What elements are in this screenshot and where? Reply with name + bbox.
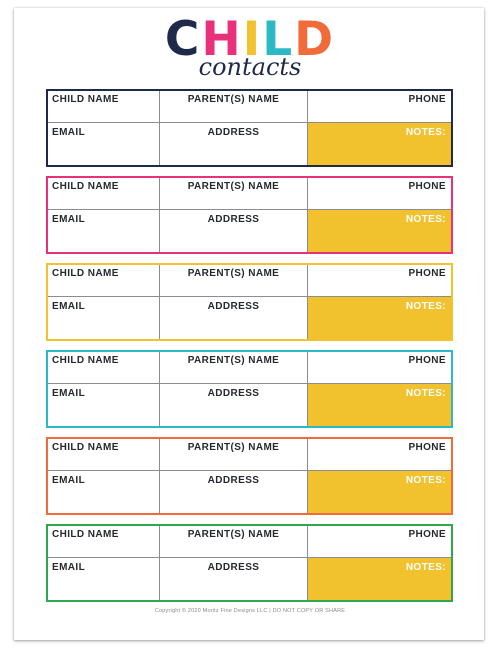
parents-name-field[interactable]: PARENT(S) NAME: [160, 526, 308, 558]
phone-field[interactable]: PHONE: [308, 352, 451, 384]
notes-field[interactable]: NOTES:: [308, 297, 451, 339]
address-field[interactable]: ADDRESS: [160, 558, 308, 600]
parents-name-field[interactable]: PARENT(S) NAME: [160, 265, 308, 297]
contact-card: [46, 437, 453, 515]
child-name-field[interactable]: CHILD NAME: [48, 265, 160, 297]
child-name-field[interactable]: CHILD NAME: [48, 526, 160, 558]
phone-field[interactable]: PHONE: [308, 265, 451, 297]
parents-name-field[interactable]: PARENT(S) NAME: [160, 91, 308, 123]
child-name-field[interactable]: CHILD NAME: [48, 439, 160, 471]
email-field[interactable]: EMAIL: [48, 123, 160, 165]
notes-field[interactable]: NOTES:: [308, 123, 451, 165]
title-subtitle: contacts: [198, 53, 302, 81]
contact-card: [46, 524, 453, 602]
child-name-field[interactable]: CHILD NAME: [48, 91, 160, 123]
notes-field[interactable]: NOTES:: [308, 210, 451, 252]
email-field[interactable]: EMAIL: [48, 471, 160, 513]
notes-field[interactable]: NOTES:: [308, 471, 451, 513]
title-letter-i: I: [242, 12, 263, 67]
parents-name-field[interactable]: PARENT(S) NAME: [160, 178, 308, 210]
notes-field[interactable]: NOTES:: [308, 558, 451, 600]
contact-card: [46, 89, 453, 167]
address-field[interactable]: ADDRESS: [160, 384, 308, 426]
email-field[interactable]: EMAIL: [48, 384, 160, 426]
title-letter-c: C: [164, 12, 202, 67]
copyright-footer: Copyright © 2020 Moritz Fine Designs LLC | DO NOT COPY OR SHARE: [154, 608, 346, 614]
child-name-field[interactable]: CHILD NAME: [48, 178, 160, 210]
parents-name-field[interactable]: PARENT(S) NAME: [160, 439, 308, 471]
phone-field[interactable]: PHONE: [308, 178, 451, 210]
email-field[interactable]: EMAIL: [48, 558, 160, 600]
notes-field[interactable]: NOTES:: [308, 384, 451, 426]
title-letter-l: L: [262, 12, 295, 67]
address-field[interactable]: ADDRESS: [160, 123, 308, 165]
title-letter-h: H: [201, 12, 243, 67]
parents-name-field[interactable]: PARENT(S) NAME: [160, 352, 308, 384]
child-name-field[interactable]: CHILD NAME: [48, 352, 160, 384]
address-field[interactable]: ADDRESS: [160, 297, 308, 339]
email-field[interactable]: EMAIL: [48, 297, 160, 339]
page-title: [0, 12, 500, 81]
contact-card: [46, 176, 453, 254]
phone-field[interactable]: PHONE: [308, 526, 451, 558]
contact-card: [46, 263, 453, 341]
title-letter-d: D: [294, 12, 336, 67]
address-field[interactable]: ADDRESS: [160, 471, 308, 513]
contact-card: [46, 350, 453, 428]
phone-field[interactable]: PHONE: [308, 439, 451, 471]
email-field[interactable]: EMAIL: [48, 210, 160, 252]
phone-field[interactable]: PHONE: [308, 91, 451, 123]
address-field[interactable]: ADDRESS: [160, 210, 308, 252]
